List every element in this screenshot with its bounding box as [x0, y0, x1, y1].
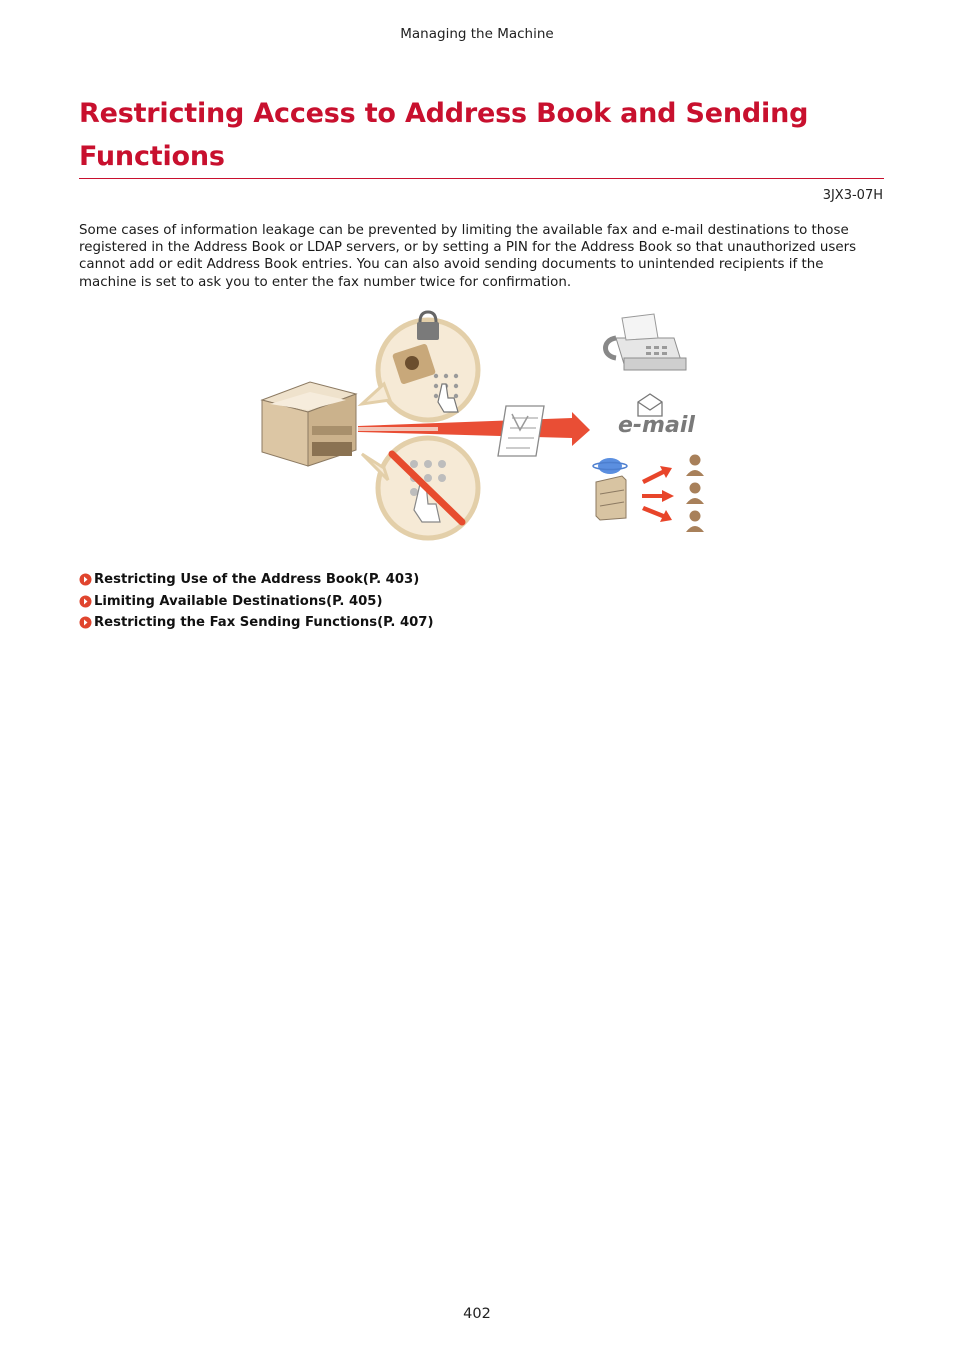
- printer-icon: [262, 382, 356, 466]
- title-divider: [79, 178, 884, 179]
- page-number: 402: [463, 1306, 491, 1322]
- intro-paragraph: Some cases of information leakage can be prevented by limiting the available fax and e-mail destinations to those registered in the Address Book or LDAP servers, or by setting a PIN for the Address Book so that unauthorized users cannot add or edit Address Book entries. You can also avoid sending documents to unintended recipients if the machine is set to ask you to enter the fax number twice for confirmation.: [79, 223, 857, 290]
- ldap-server-icon: [593, 458, 627, 520]
- access-restriction-illustration: [250, 308, 720, 543]
- list-item: [79, 612, 434, 634]
- link-restricting-address-book[interactable]: Restricting Use of the Address Book(P. 403): [94, 572, 420, 588]
- page-title: Restricting Access to Address Book and Sending Functions: [79, 98, 809, 172]
- destination-arrows: [642, 466, 674, 522]
- arrow-circle-icon: [79, 616, 92, 629]
- running-header: Managing the Machine: [400, 26, 554, 42]
- fax-machine-icon: [606, 314, 687, 370]
- document-icon: [498, 406, 544, 456]
- address-book-bubble: [362, 312, 478, 420]
- arrow-circle-icon: [79, 573, 92, 586]
- list-item: [79, 591, 434, 613]
- related-topics-list: [79, 569, 434, 634]
- manual-entry-prohibited-bubble: [362, 438, 478, 538]
- link-limiting-destinations[interactable]: Limiting Available Destinations(P. 405): [94, 593, 383, 609]
- link-restricting-fax-sending[interactable]: Restricting the Fax Sending Functions(P. 407): [94, 615, 434, 631]
- document-code: 3JX3-07H: [822, 188, 883, 203]
- email-label: e-mail: [618, 413, 695, 438]
- list-item: [79, 569, 434, 591]
- lock-icon: [417, 312, 439, 340]
- user-icons: [686, 455, 704, 533]
- send-arrow: [358, 412, 590, 446]
- email-icon: [618, 394, 695, 438]
- arrow-circle-icon: [79, 595, 92, 608]
